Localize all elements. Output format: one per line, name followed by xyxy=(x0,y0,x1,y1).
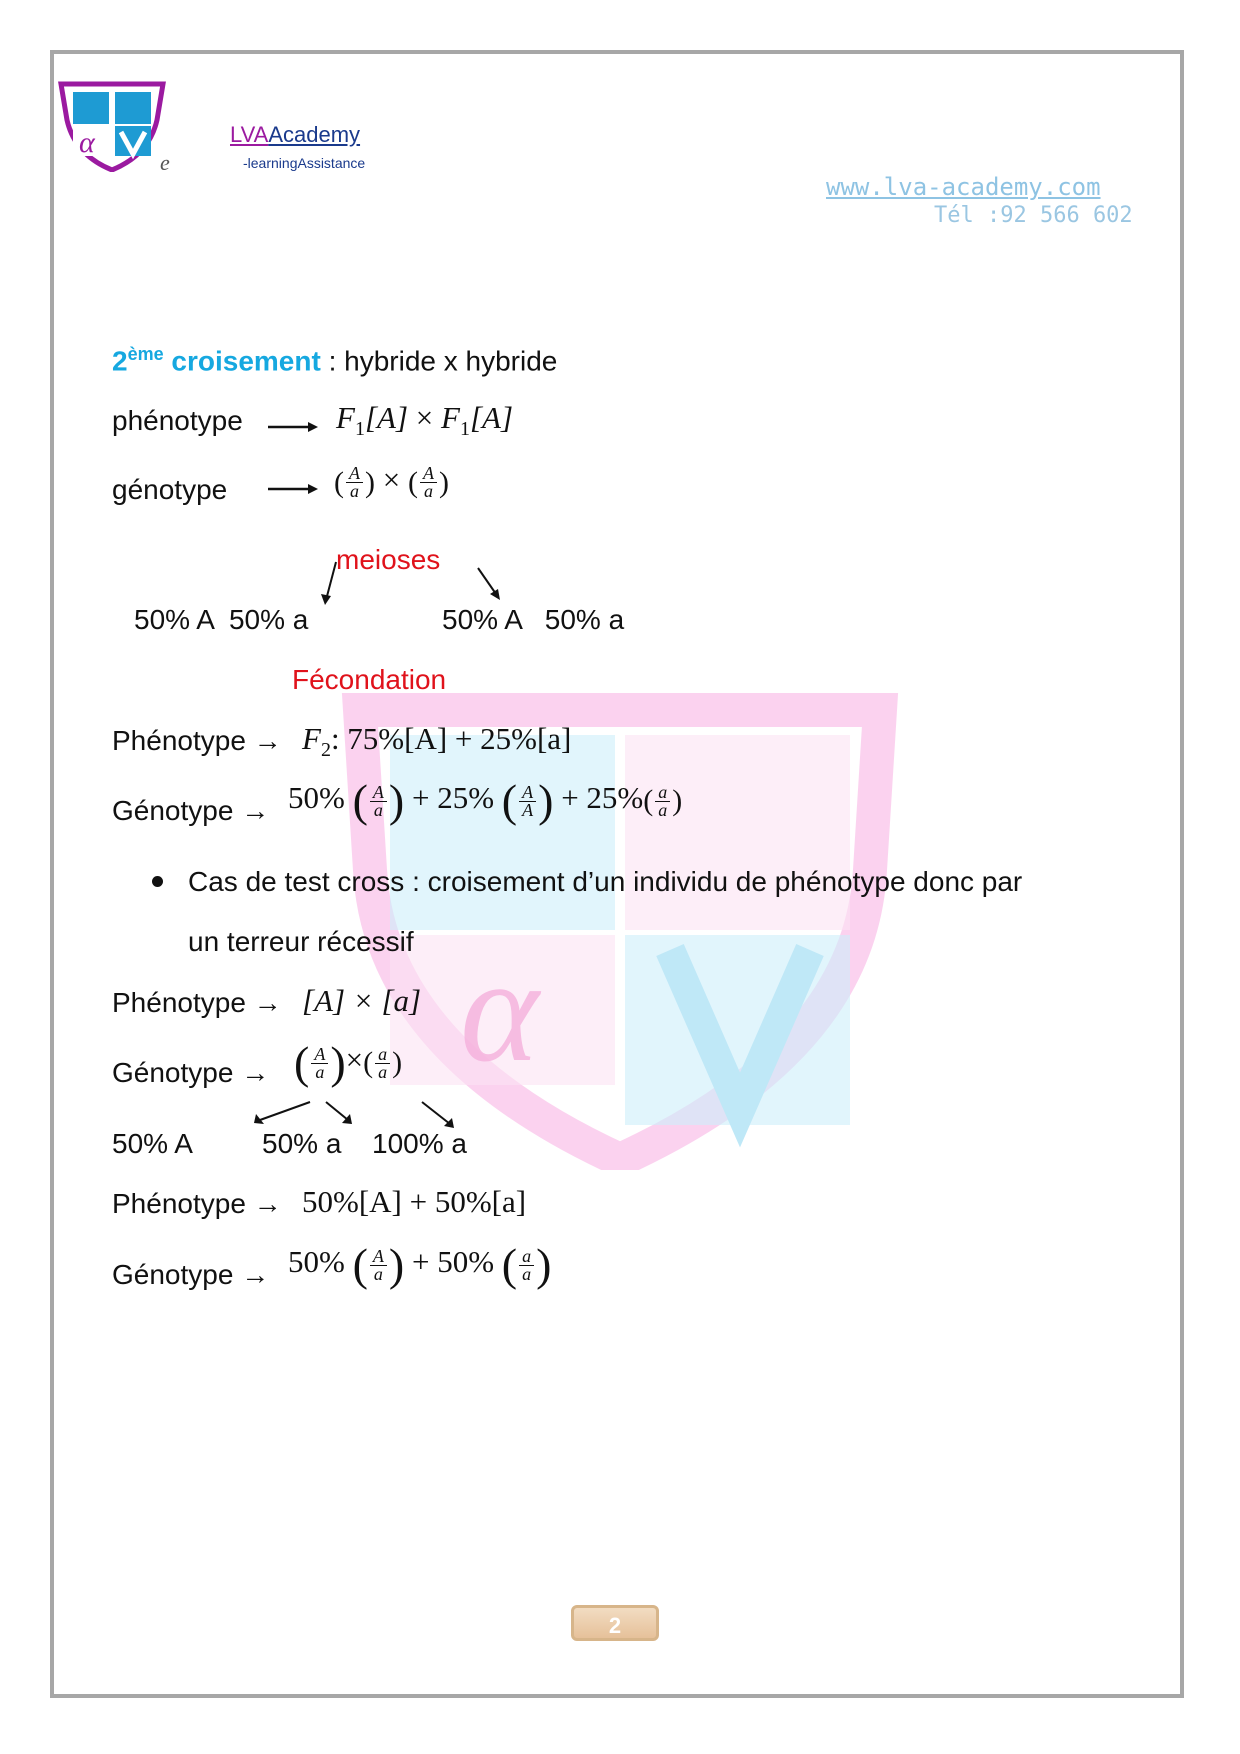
phenotype-label-2: Phénotype → xyxy=(112,725,282,756)
phenotype-label-4: Phénotype → xyxy=(112,1188,282,1219)
phone: Tél :92 566 602 xyxy=(934,203,1133,228)
arrow-right-icon xyxy=(268,482,320,496)
gametes-left: 50% A 50% a xyxy=(134,604,309,635)
section-sup: ème xyxy=(127,344,164,364)
genotype-expr-4: 50% ( $\frac{A}{a}$ ) + 50% ( $\frac{a}{a}$ ) xyxy=(288,1239,552,1290)
genotype-expr-1: ( $\frac{A}{a}$ ) × ( $\frac{A}{a}$ ) xyxy=(334,462,449,502)
fecondation-label: Fécondation xyxy=(292,664,447,695)
brand-name xyxy=(230,122,360,148)
testcross-arrows xyxy=(250,1098,470,1132)
section-rest: : hybride x hybride xyxy=(320,345,558,377)
svg-text:α: α xyxy=(460,927,539,1093)
arrow-right-icon xyxy=(268,420,320,434)
genotype-label-4: Génotype → xyxy=(112,1259,270,1290)
academy-logo xyxy=(57,80,167,172)
meiosis-arrows xyxy=(318,560,508,610)
genotype-label-3: Génotype → xyxy=(112,1057,270,1088)
section-title xyxy=(112,344,557,377)
phenotype-expr-4: 50%[A] + 50%[a] xyxy=(302,1184,527,1219)
bullet-text-line-2: un terreur récessif xyxy=(188,926,414,957)
logo-e: e xyxy=(160,150,170,175)
phenotype-label-3: Phénotype → xyxy=(112,987,282,1018)
phenotype-expr-2: $F_2$: 75%[A] + 25%[a] xyxy=(302,721,572,762)
meioses-label: meioses xyxy=(336,544,441,575)
section-number: 2 xyxy=(112,345,128,377)
brand-lva: LVA xyxy=(230,122,269,147)
brand-academy: Academy xyxy=(268,122,361,147)
bullet-text-line-1: Cas de test cross : croisement d’un individu de phénotype donc par xyxy=(188,866,1023,897)
genotype-label-1: génotype xyxy=(112,474,228,505)
testcross-50a: 50% a xyxy=(262,1128,342,1159)
brand-tagline: -learningAssistance xyxy=(243,155,366,171)
page-number: 2 xyxy=(571,1605,659,1641)
section-word: croisement xyxy=(171,345,321,377)
testcross-100a: 100% a xyxy=(372,1128,467,1159)
bullet-dot xyxy=(152,876,163,887)
phenotype-expr-1: $F_1[A] \times F_1[A]$ xyxy=(336,400,514,441)
phenotype-label-1: phénotype xyxy=(112,405,243,436)
testcross-50A: 50% A xyxy=(112,1128,193,1159)
genotype-expr-3: ( $\frac{A}{a}$ )×( $\frac{a}{a}$ ) xyxy=(294,1037,403,1088)
gametes-right: 50% A 50% a xyxy=(442,604,625,635)
website-link[interactable]: www.lva-academy.com xyxy=(826,173,1101,201)
phenotype-expr-3: [A] × [a] xyxy=(302,983,422,1018)
genotype-label-2: Génotype → xyxy=(112,795,270,826)
svg-text:α: α xyxy=(79,126,95,159)
genotype-expr-2: 50% ( $\frac{A}{a}$ ) + 25% ( $\frac{A}{A}$ ) + 25%( $\frac{a}{a}$ ) xyxy=(288,775,683,826)
